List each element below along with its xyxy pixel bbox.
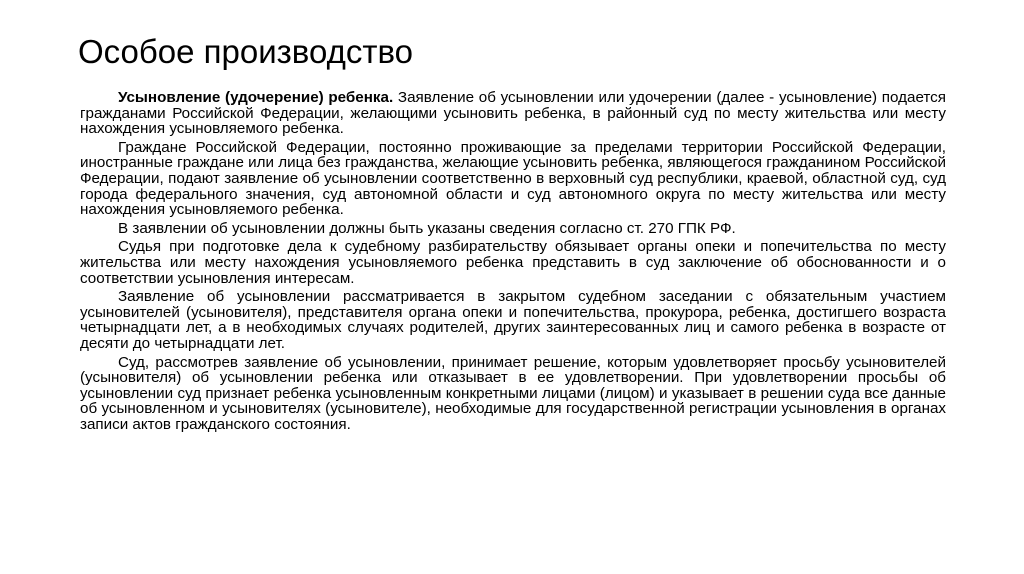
- paragraph-text: Заявление об усыновлении или удочерении (далее - усыновление) подается гражданами Российской Федерации, желающими усыновить ребенка, в районный суд по месту жительства или месту нахождения усыновляемого ребенка.: [80, 89, 946, 138]
- paragraph-application-content: В заявлении об усыновлении должны быть указаны сведения согласно ст. 270 ГПК РФ.: [118, 219, 736, 237]
- paragraph-adoption-intro: [80, 90, 946, 137]
- slide-body: [80, 90, 946, 435]
- paragraph-judge-preparation: Судья при подготовке дела к судебному разбирательству обязывает органы опеки и попечительства по месту жительства или месту нахождения усыновляемого ребенка представить в суд заключение об обоснованности и о соответствии усыновления интересам.: [80, 238, 946, 287]
- slide-title: Особое производство: [78, 33, 413, 70]
- paragraph-closed-hearing: Заявление об усыновлении рассматривается в закрытом судебном заседании с обязательным участием усыновителей (усыновителя), представителя органа опеки и попечительства, прокурора, ребенка, достигшего возраста четырнадцати лет, а в необходимых случаях родителей, других заинтересованных лиц и самого ребенка в возрасте от десяти до четырнадцати лет.: [80, 288, 946, 352]
- paragraph-foreign-citizens: Граждане Российской Федерации, постоянно проживающие за пределами территории Российской Федерации, иностранные граждане или лица без гражданства, желающие усыновить ребенка, являющегося гражданином Российской Федерации, подают заявление об усыновлении соответственно в верховный суд республики, краевой, областной суд, суд города федерального значения, суд автономной области и суд автономного округа по месту жительства или месту нахождения усыновляемого ребенка.: [80, 138, 946, 219]
- paragraph-lead: Усыновление (удочерение) ребенка.: [118, 89, 394, 106]
- paragraph-court-decision: Суд, рассмотрев заявление об усыновлении, принимает решение, которым удовлетворяет просьбу усыновителей (усыновителя) об усыновлении ребенка или отказывает в ее удовлетворении. При удовлетворении просьбы об усыновлении суд признает ребенка усыновленным конкретными лицами (лицом) и указывает в решении суда все данные об усыновленном и усыновителях (усыновителе), необходимые для государственной регистрации усыновления в органах записи актов гражданского состояния.: [80, 353, 946, 433]
